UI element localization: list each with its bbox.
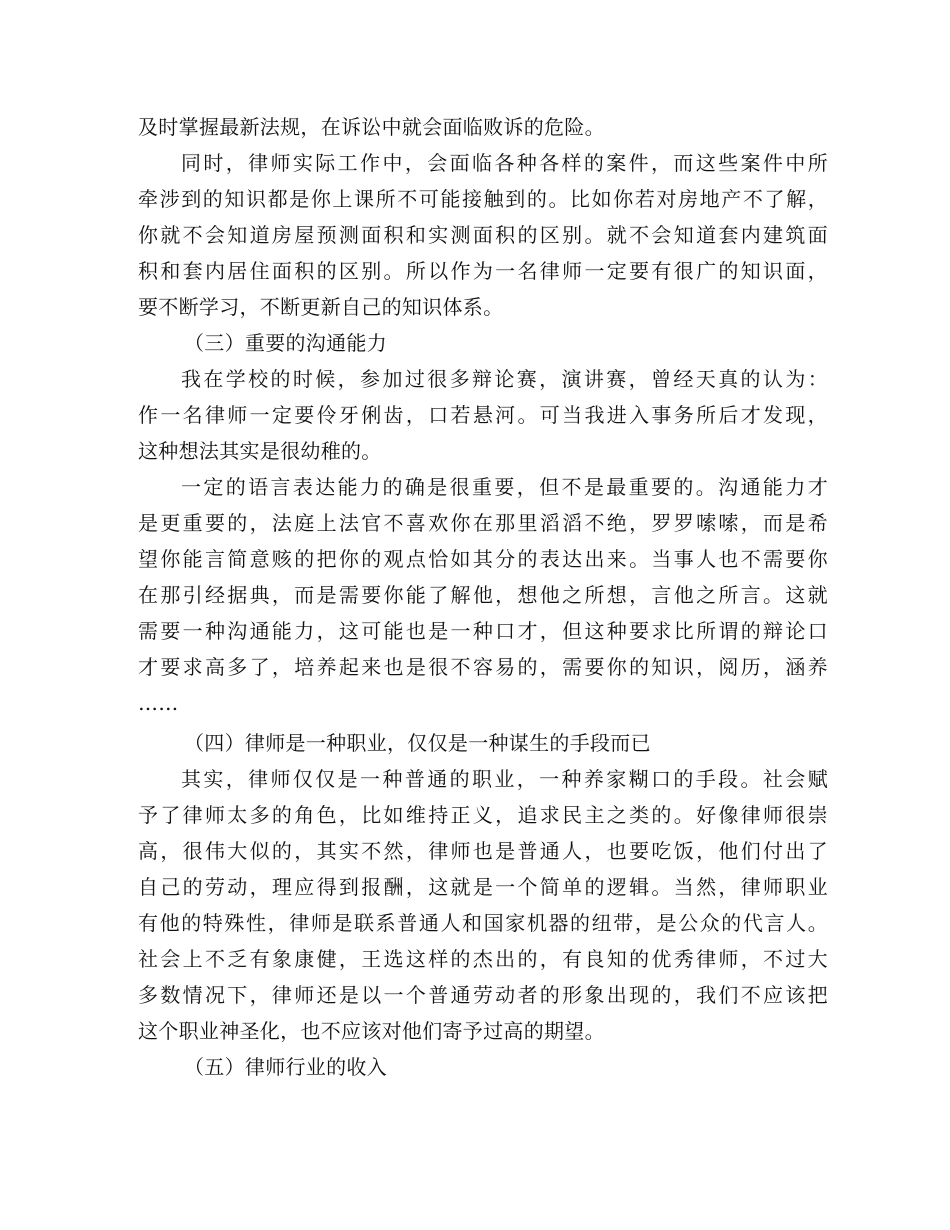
body-text-line: 作一名律师一定要伶牙俐齿，口若悬河。可当我进入事务所后才发现， xyxy=(138,403,828,427)
body-text-line: …… xyxy=(138,691,179,715)
body-text-line: 这个职业神圣化，也不应该对他们寄予过高的期望。 xyxy=(138,1019,605,1043)
body-text-line: 望你能言简意赅的把你的观点恰如其分的表达出来。当事人也不需要你 xyxy=(138,547,828,571)
body-text-line: 社会上不乏有象康健，王选这样的杰出的，有良知的优秀律师，不过大 xyxy=(138,947,828,971)
body-text-line: 这种想法其实是很幼稚的。 xyxy=(138,439,382,463)
paragraph-first-line: 其实，律师仅仅是一种普通的职业，一种养家糊口的手段。社会赋 xyxy=(181,767,828,791)
paragraph-first-line: 我在学校的时候，参加过很多辩论赛，演讲赛，曾经天真的认为： xyxy=(181,367,828,391)
body-text-line: 予了律师太多的角色，比如维持正义，追求民主之类的。好像律师很崇 xyxy=(138,803,828,827)
body-text-line: 积和套内居住面积的区别。所以作为一名律师一定要有很广的知识面， xyxy=(138,259,828,283)
section-heading: （四）律师是一种职业，仅仅是一种谋生的手段而已 xyxy=(184,731,651,755)
paragraph-first-line: 一定的语言表达能力的确是很重要，但不是最重要的。沟通能力才 xyxy=(181,475,828,499)
section-heading: （三）重要的沟通能力 xyxy=(184,331,387,355)
section-heading: （五）律师行业的收入 xyxy=(184,1055,387,1079)
body-text-line: 要不断学习，不断更新自己的知识体系。 xyxy=(138,295,504,319)
body-text-line: 牵涉到的知识都是你上课所不可能接触到的。比如你若对房地产不了解， xyxy=(138,187,828,211)
body-text-line: 有他的特殊性，律师是联系普通人和国家机器的纽带，是公众的代言人。 xyxy=(138,911,828,935)
body-text-line: 多数情况下，律师还是以一个普通劳动者的形象出现的，我们不应该把 xyxy=(138,983,828,1007)
body-text-line: 自己的劳动，理应得到报酬，这就是一个简单的逻辑。当然，律师职业 xyxy=(138,875,828,899)
body-text-line: 你就不会知道房屋预测面积和实测面积的区别。就不会知道套内建筑面 xyxy=(138,223,828,247)
body-text-line: 才要求高多了，培养起来也是很不容易的，需要你的知识，阅历，涵养 xyxy=(138,655,828,679)
body-text-line: 需要一种沟通能力，这可能也是一种口才，但这种要求比所谓的辩论口 xyxy=(138,619,828,643)
body-text-line: 是更重要的，法庭上法官不喜欢你在那里滔滔不绝，罗罗嗦嗦，而是希 xyxy=(138,511,828,535)
paragraph-first-line: 同时，律师实际工作中，会面临各种各样的案件，而这些案件中所 xyxy=(181,151,828,175)
body-text-line: 及时掌握最新法规，在诉讼中就会面临败诉的危险。 xyxy=(138,115,605,139)
body-text-line: 在那引经据典，而是需要你能了解他，想他之所想，言他之所言。这就 xyxy=(138,583,828,607)
body-text-line: 高，很伟大似的，其实不然，律师也是普通人，也要吃饭，他们付出了 xyxy=(138,839,828,863)
